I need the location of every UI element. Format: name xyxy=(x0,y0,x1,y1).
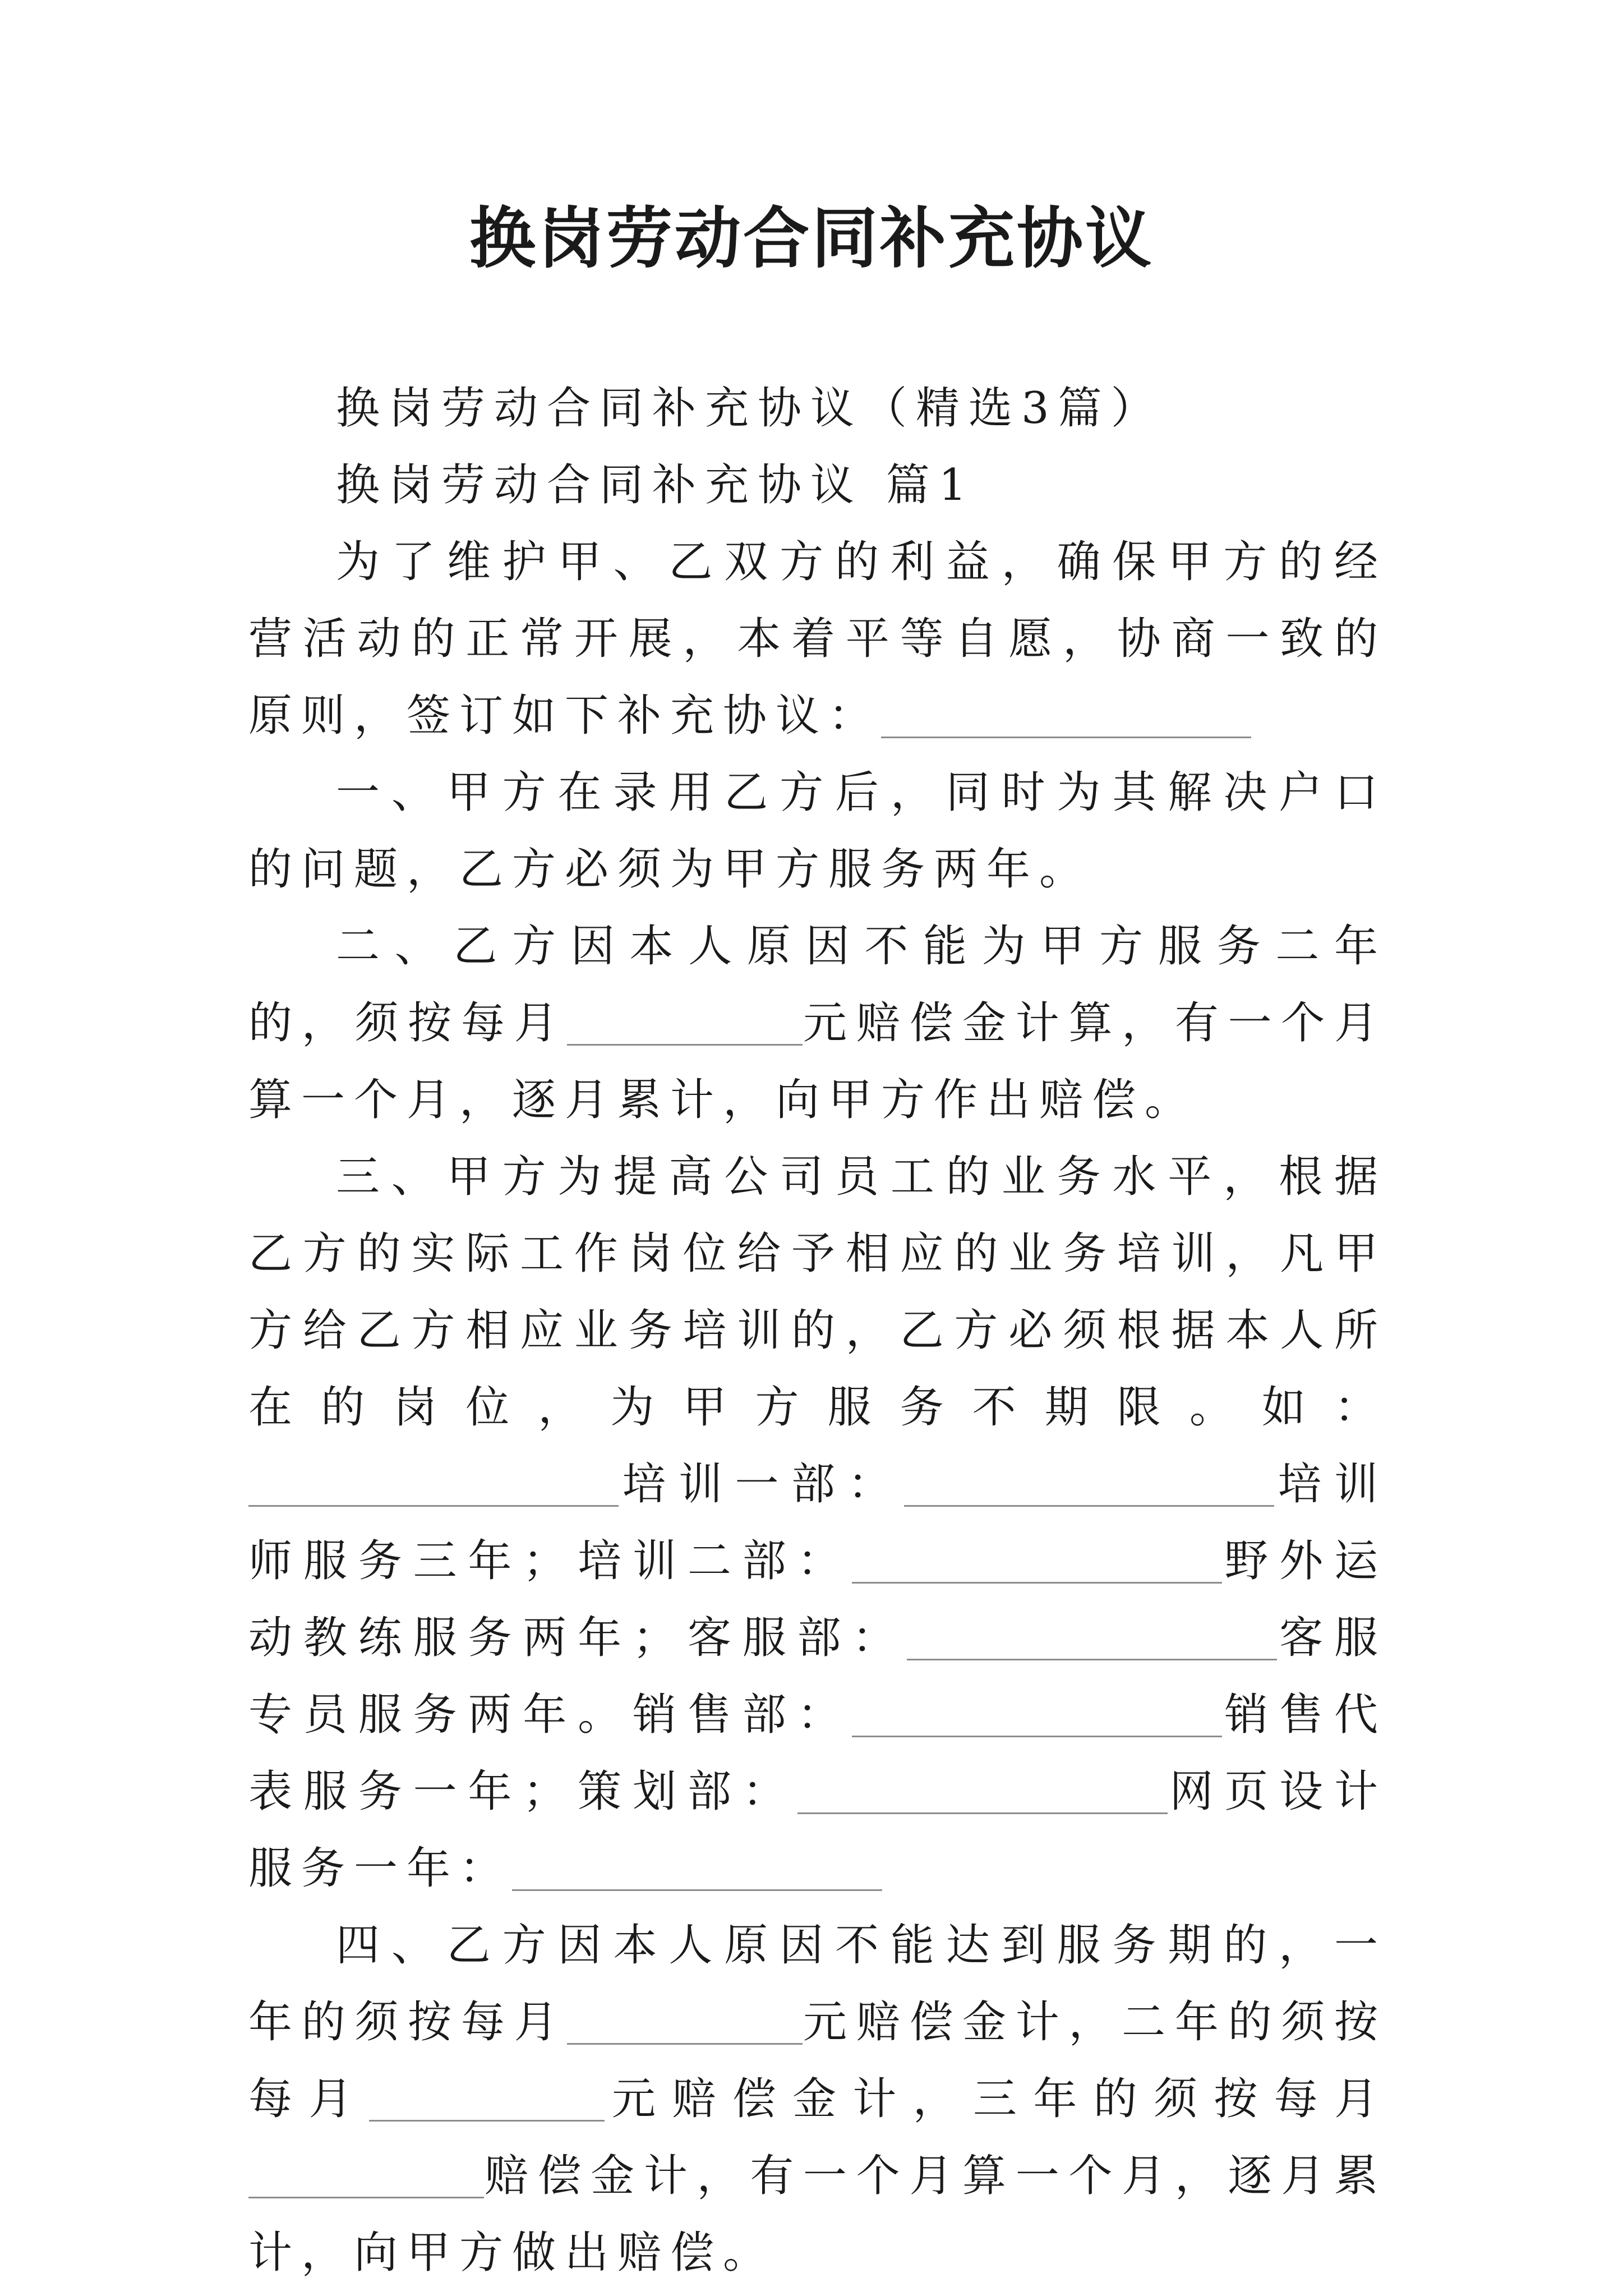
blank-field xyxy=(881,697,1251,738)
clause-2 xyxy=(248,908,1387,1139)
blank-field xyxy=(248,2157,484,2198)
blank-field xyxy=(567,2004,803,2045)
clause-2-text-a: 二、乙方因本人原因不能为甲方服务二年的，须按每月 xyxy=(248,921,1387,1048)
section-heading: 换岗劳动合同补充协议 篇1 xyxy=(336,460,976,510)
blank-field xyxy=(852,1543,1222,1584)
clause-3-text-d: 野外运动教练服务两年；客服部： xyxy=(248,1536,1387,1663)
clause-4-text-c: 元赔偿金计，三年的须按每月 xyxy=(604,2074,1387,2124)
blank-field xyxy=(907,1619,1277,1660)
blank-field xyxy=(797,1773,1168,1814)
blank-field xyxy=(904,1466,1274,1507)
clause-3-text-c: 培训师服务三年；培训二部： xyxy=(248,1459,1387,1586)
clause-4-text-a: 四、乙方因本人原因不能达到服务期的，一年的须按每月 xyxy=(248,1920,1387,2047)
clause-4-text-d: 赔偿金计，有一个月算一个月，逐月累计，向甲方做出赔偿。 xyxy=(248,2151,1387,2278)
blank-field xyxy=(852,1696,1222,1737)
clause-3-text-f: 销售代表服务一年；策划部： xyxy=(248,1690,1387,1817)
document-title: 换岗劳动合同补充协议 xyxy=(469,199,1154,277)
clause-3-text-a: 三、甲方为提高公司员工的业务水平，根据乙方的实际工作岗位给予相应的业务培训，凡甲方给乙方相应业务培训的，乙方必须根据本人所在的岗位，为甲方服务不期限。如： xyxy=(248,1152,1387,1433)
blank-field xyxy=(567,1005,803,1046)
clause-4-text-b: 元赔偿金计，二年的须按每月 xyxy=(248,1997,1387,2124)
intro-text: 为了维护甲、乙双方的利益，确保甲方的经营活动的正常开展，本着平等自愿，协商一致的原则，签订如下补充协议： xyxy=(248,537,1387,741)
clause-4 xyxy=(248,1907,1387,2292)
blank-field xyxy=(512,1850,882,1891)
clause-3-text-b: 培训一部： xyxy=(619,1459,904,1510)
blank-field xyxy=(369,2081,605,2122)
document-body xyxy=(248,370,1387,2292)
clause-3-text-g: 网页设计服务一年： xyxy=(248,1766,1387,1894)
clause-3-text-e: 客服专员服务两年。销售部： xyxy=(248,1613,1387,1740)
clause-1: 一、甲方在录用乙方后，同时为其解决户口的问题，乙方必须为甲方服务两年。 xyxy=(248,767,1387,895)
clause-3 xyxy=(248,1139,1387,1907)
clause-2-text-b: 元赔偿金计算，有一个月算一个月，逐月累计，向甲方作出赔偿。 xyxy=(248,998,1387,1125)
subtitle: 换岗劳动合同补充协议（精选3篇） xyxy=(336,383,1164,434)
intro-paragraph xyxy=(248,524,1387,754)
blank-field xyxy=(248,1466,619,1507)
